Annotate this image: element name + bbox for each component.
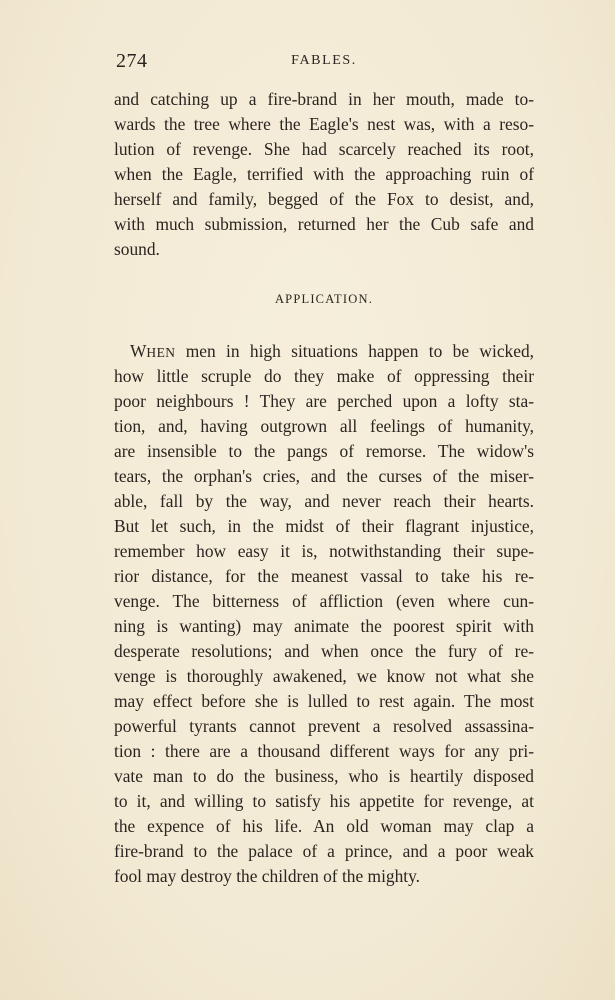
text-line: tion : there are a thousand different ways for any pri- <box>114 741 534 761</box>
text-line: tion, and, having outgrown all feelings of humanity, <box>114 416 534 436</box>
text-line: with much submission, returned her the Cub safe and <box>114 214 534 234</box>
text-line: herself and family, begged of the Fox to desist, and, <box>114 189 534 209</box>
text-line: are insensible to the pangs of remorse. The widow's <box>114 441 534 461</box>
text-line-first <box>114 339 534 364</box>
running-head: FABLES. <box>291 53 357 68</box>
text-line: venge is thoroughly awakened, we know not what she <box>114 666 534 686</box>
text-line: wards the tree where the Eagle's nest was, with a reso- <box>114 114 534 134</box>
first-line-rest: men in high situations happen to be wicked, <box>175 341 534 361</box>
small-caps-word: HEN <box>146 345 176 360</box>
text-line: vate man to do the business, who is heartily disposed <box>114 766 534 786</box>
text-line: powerful tyrants cannot prevent a resolved assassina- <box>114 716 534 736</box>
text-line: remember how easy it is, notwithstanding their supe- <box>114 541 534 561</box>
text-line: fire-brand to the palace of a prince, and a poor weak <box>114 841 534 861</box>
application-heading: APPLICATION. <box>274 292 374 306</box>
text-line: and catching up a fire-brand in her mouth, made to- <box>114 89 534 109</box>
text-line: desperate resolutions; and when once the fury of re- <box>114 641 534 661</box>
drop-initial: W <box>130 341 147 361</box>
text-line: ning is wanting) may animate the poorest spirit with <box>114 616 534 636</box>
text-line: able, fall by the way, and never reach their hearts. <box>114 491 534 511</box>
text-line: to it, and willing to satisfy his appetite for revenge, at <box>114 791 534 811</box>
text-line: tears, the orphan's cries, and the curses of the miser- <box>114 466 534 486</box>
text-line: poor neighbours ! They are perched upon a lofty sta- <box>114 391 534 411</box>
text-line: But let such, in the midst of their flagrant injustice, <box>114 516 534 536</box>
text-line: may effect before she is lulled to rest again. The most <box>114 691 534 711</box>
text-line: venge. The bitterness of affliction (even where cun- <box>114 591 534 611</box>
text-line: the expence of his life. An old woman may clap a <box>114 816 534 836</box>
application-text <box>114 339 534 889</box>
text-line: how little scruple do they make of oppressing their <box>114 366 534 386</box>
text-line: sound. <box>114 239 160 259</box>
text-line: lution of revenge. She had scarcely reached its root, <box>114 139 534 159</box>
page-header <box>116 50 532 76</box>
text-line: rior distance, for the meanest vassal to take his re- <box>114 566 534 586</box>
text-line: when the Eagle, terrified with the approaching ruin of <box>114 164 534 184</box>
text-line: fool may destroy the children of the mighty. <box>114 866 421 886</box>
fable-text <box>114 87 534 262</box>
page-number: 274 <box>116 50 148 72</box>
